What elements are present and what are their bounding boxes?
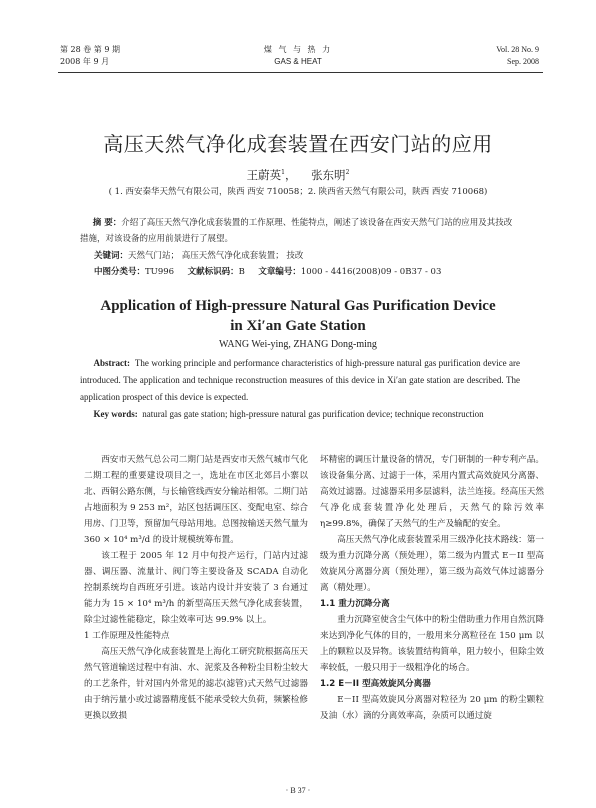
article-title-en-line1: Application of High-pressure Natural Gas Purification Device	[100, 298, 496, 314]
journal-volume-en: Vol. 28 No. 9	[496, 45, 539, 54]
abstract-cn	[80, 215, 520, 247]
abstract-cn-label: 摘 要：	[92, 218, 122, 228]
clc-value: TU996	[145, 267, 175, 277]
page-number: · B 37 ·	[285, 786, 311, 795]
body-paragraph: 西安市天然气总公司二期门站是西安市天然气城市气化二期工程的重要建设项目之一，选址在市区北郊吕小寨以北、西铜公路东侧，与长输管线西安分输站相邻。二期门站占地面积为 9 253 m²，站区包括调压区、变配电室、综合用房、门卫等，预留加气母站用地。总图按输送天然气量为 360 × 10⁴ m³/d 的设计规模统筹布置。	[84, 455, 308, 545]
journal-title-en: GAS & HEAT	[274, 57, 322, 66]
author-1: 王蔚英	[246, 168, 282, 182]
keywords-en	[80, 406, 520, 423]
doc-code-label: 文献标识码：	[187, 267, 239, 277]
classification-line	[80, 264, 520, 280]
body-paragraph: 坏精密的调压计量设备的情况，专门研制的一种专利产品。该设备集分离、过滤于一体，采用内置式高效旋风分离器、高效过滤器。过滤器采用多层滤料，法兰连接。经高压天然气净化成套装置净化处理后，天然气的除污效率 η≥99.8%，确保了天然气的生产及输配的安全。	[320, 455, 544, 529]
author-2-sup: 2	[345, 169, 350, 177]
keywords-cn-label: 关键词：	[94, 251, 129, 261]
journal-date-en: Sep. 2008	[507, 57, 539, 66]
author-1-sup: 1	[281, 169, 285, 177]
abstract-en-label: Abstract:	[93, 358, 130, 368]
abstract-cn-text: 介绍了高压天然气净化成套装置的工作原理、性能特点，阐述了该设备在西安天然气门站的应用及其技改措施，对该设备的应用前景进行了展望。	[80, 218, 513, 244]
header-rule	[58, 72, 543, 73]
author-separator: ，	[284, 168, 297, 182]
author-2: 张东明	[311, 168, 346, 182]
abstract-en-text: The working principle and performance characteristics of high-pressure natural gas purification device are introduced. The application and technique reconstruction measures of this device in Xi′an gate station are described. The application prospect of this device is expected.	[80, 358, 521, 402]
subsection-heading: 1.1 重力沉降分离	[320, 599, 390, 609]
doc-code-value: B	[238, 267, 245, 277]
subsection-heading: 1.2 E－II 型高效旋风分离器	[320, 679, 431, 689]
article-number-value: 1000 - 4416(2008)09 - 0B37 - 03	[300, 267, 442, 277]
affiliation-cn: ( 1. 西安秦华天然气有限公司，陕西 西安 710058；2. 陕西省天然气有限公司，陕西 西安 710068)	[108, 187, 488, 197]
body-paragraph: 重力沉降室使含尘气体中的粉尘借助重力作用自然沉降来达到净化气体的目的，一般用来分离粒径在 150 μm 以上的颗粒以及异物。该装置结构简单，阻力较小，但除尘效率较低，一般只用于一级粗净化的场合。	[320, 615, 544, 673]
body-paragraph: 该工程于 2005 年 12 月中旬投产运行，门站内过滤器、调压器、流量计、阀门等主要设备及 SCADA 自动化控制系统均自西班牙引进。该站内设计并安装了 3 台通过能力为 15 × 10⁴ m³/h 的新型高压天然气净化成套装置，除尘过滤性能稳定，除尘效率可达 99.9% 以上。	[84, 551, 308, 625]
keywords-en-label: Key words:	[93, 409, 138, 419]
body-paragraph: 高压天然气净化成套装置采用三级净化技术路线：第一级为重力沉降分离（预处理），第二级为内置式 E－II 型高效旋风分离器分离（预处理），第三级为高效气体过滤器分离（精处理）。	[320, 535, 544, 593]
body-paragraph: E－II 型高效旋风分离器对粒径为 20 μm 的粉尘颗粒及油（水）滴的分离效率高，杂质可以通过旋	[320, 695, 544, 721]
authors-cn	[0, 167, 596, 183]
authors-en: WANG Wei-ying, ZHANG Dong-ming	[219, 339, 377, 350]
section-heading: 1 工作原理及性能特点	[84, 631, 170, 641]
article-title-cn: 高压天然气净化成套装置在西安门站的应用	[103, 132, 493, 156]
article-number-label: 文章编号：	[258, 267, 301, 277]
journal-date: 2008 年 9 月	[60, 57, 110, 66]
body-right-column	[320, 452, 544, 724]
journal-title-cn: 煤 气 与 热 力	[263, 45, 333, 54]
article-title-en-line2: in Xi′an Gate Station	[230, 318, 366, 334]
body-left-column	[84, 452, 308, 724]
keywords-cn-text: 天然气门站； 高压天然气净化成套装置； 技改	[128, 251, 304, 261]
clc-label: 中图分类号：	[94, 267, 146, 277]
body-paragraph: 高压天然气净化成套装置是上海化工研究院根据高压天然气管道输送过程中有油、水、泥浆及各种粉尘目粉尘较大的工艺条件，针对国内外常见的滤芯(滤管)式天然气过滤器由于纳污量小或过滤器精度低不能承受较大负荷，频繁检修更换以致损	[84, 647, 308, 721]
journal-volume: 第 28 卷 第 9 期	[60, 45, 120, 54]
keywords-en-text: natural gas gate station; high-pressure natural gas purification device; technique reconstruction	[142, 409, 484, 419]
keywords-cn	[80, 248, 520, 264]
abstract-en	[80, 355, 520, 406]
